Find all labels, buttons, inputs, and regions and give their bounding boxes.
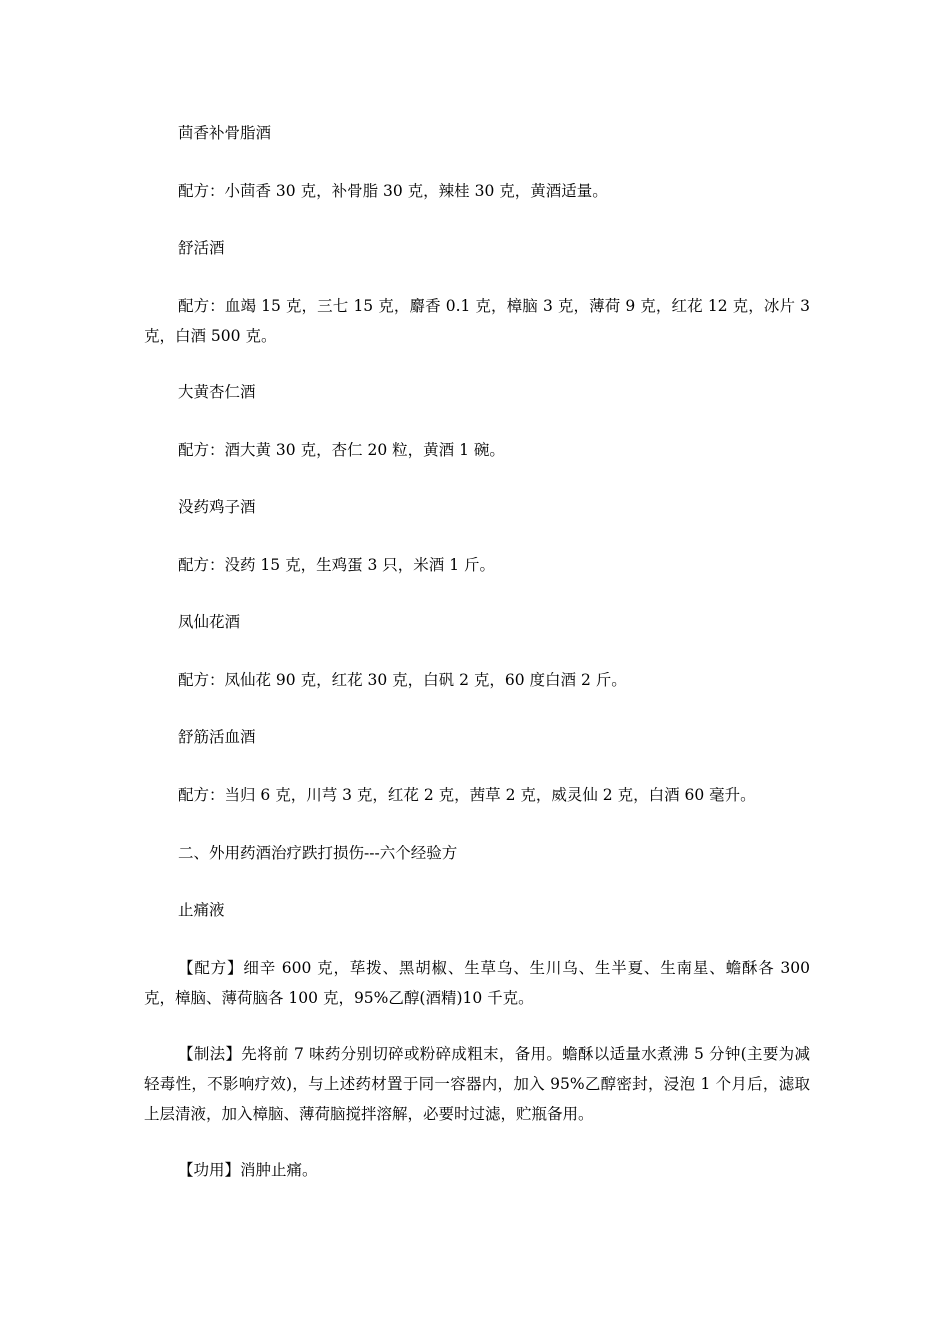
recipe-formula-moyao: 配方：没药 15 克，生鸡蛋 3 只，米酒 1 斤。 [178,556,496,574]
recipe-title-zhitong: 止痛液 [178,901,225,919]
recipe-title-moyao: 没药鸡子酒 [178,498,256,516]
recipe-method-zhitong: 【制法】先将前 7 味药分别切碎或粉碎成粗末，备用。蟾酥以适量水煮沸 5 分钟(主要为减轻毒性，不影响疗效)，与上述药材置于同一容器内，加入 95%乙醇密封，浸泡 1 个月后，滤取上层清液，加入樟脑、薄荷脑搅拌溶解，必要时过滤，贮瓶备用。 [144,1045,810,1123]
recipe-formula-shujin: 配方：当归 6 克，川芎 3 克，红花 2 克，茜草 2 克，威灵仙 2 克，白酒 60 毫升。 [178,786,756,804]
section-heading: 二、外用药酒治疗跌打损伤---六个经验方 [178,844,458,862]
recipe-title-huixiang: 茴香补骨脂酒 [178,124,272,142]
recipe-formula-dahuang: 配方：酒大黄 30 克，杏仁 20 粒，黄酒 1 碗。 [178,441,505,459]
recipe-title-shuhuo: 舒活酒 [178,239,225,257]
recipe-formula-huixiang: 配方：小茴香 30 克，补骨脂 30 克，辣桂 30 克，黄酒适量。 [178,182,608,200]
recipe-formula-shuhuo: 配方：血竭 15 克，三七 15 克，麝香 0.1 克，樟脑 3 克，薄荷 9 克，红花 12 克，冰片 3 克，白酒 500 克。 [144,297,810,345]
recipe-title-shujin: 舒筋活血酒 [178,728,256,746]
recipe-formula-fengxian: 配方：凤仙花 90 克，红花 30 克，白矾 2 克，60 度白酒 2 斤。 [178,671,627,689]
recipe-formula-zhitong: 【配方】细辛 600 克，荜拨、黑胡椒、生草乌、生川乌、生半夏、生南星、蟾酥各 300 克，樟脑、薄荷脑各 100 克，95%乙醇(酒精)10 千克。 [144,959,810,1007]
recipe-title-dahuang: 大黄杏仁酒 [178,383,256,401]
recipe-function-zhitong: 【功用】消肿止痛。 [178,1161,318,1179]
recipe-title-fengxian: 凤仙花酒 [178,613,241,631]
